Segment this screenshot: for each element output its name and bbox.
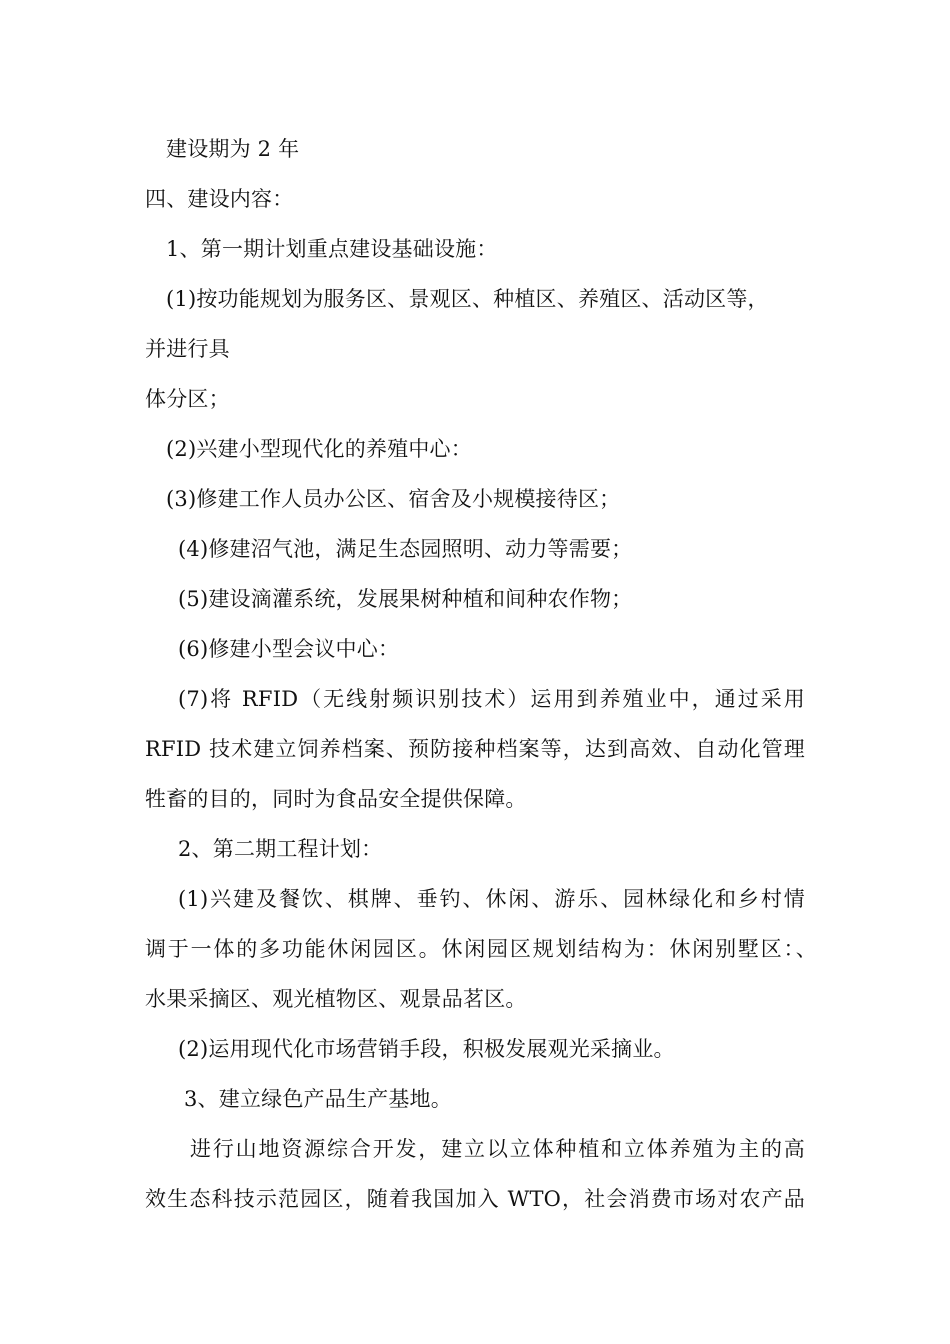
- text-line-item-7-cont-b: 牲畜的目的，同时为食品安全提供保障。: [145, 787, 527, 811]
- section-heading-construction-content: 四、建设内容：: [145, 187, 294, 211]
- text-line-resource-development: 进行山地资源综合开发，建立以立体种植和立体养殖为主的高: [190, 1137, 805, 1161]
- text-line-resource-development-cont: 效生态科技示范园区，随着我国加入 WTO，社会消费市场对农产品: [145, 1187, 805, 1211]
- text-line-item-3: (3)修建工作人员办公区、宿舍及小规模接待区；: [166, 487, 621, 511]
- text-line-phase-two-item-1: (1)兴建及餐饮、棋牌、垂钓、休闲、游乐、园林绿化和乡村情: [178, 887, 805, 911]
- subheading-green-production-base: 3、建立绿色产品生产基地。: [184, 1087, 452, 1111]
- text-line-item-1-cont-b: 体分区；: [145, 387, 230, 411]
- text-line-phase-two-item-1-cont-b: 水果采摘区、观光植物区、观景品茗区。: [145, 987, 527, 1011]
- text-line-phase-two-item-2: (2)运用现代化市场营销手段，积极发展观光采摘业。: [178, 1037, 675, 1061]
- text-line-item-1-cont-a: 并进行具: [145, 337, 230, 361]
- text-line-item-1: (1)按功能规划为服务区、景观区、种植区、养殖区、活动区等，: [166, 287, 769, 311]
- text-line-construction-period: 建设期为 2 年: [166, 137, 300, 161]
- text-line-item-5: (5)建设滴灌系统，发展果树种植和间种农作物；: [178, 587, 633, 611]
- text-line-phase-two-item-1-cont-a: 调于一体的多功能休闲园区。休闲园区规划结构为：休闲别墅区：、: [145, 937, 817, 961]
- text-line-item-7: (7)将 RFID（无线射频识别技术）运用到养殖业中，通过采用: [178, 687, 805, 711]
- text-line-item-2: (2)兴建小型现代化的养殖中心：: [166, 437, 472, 461]
- text-line-item-4: (4)修建沼气池，满足生态园照明、动力等需要；: [178, 537, 633, 561]
- text-line-item-7-cont-a: RFID 技术建立饲养档案、预防接种档案等，达到高效、自动化管理: [145, 737, 805, 761]
- subheading-phase-two: 2、第二期工程计划：: [178, 837, 383, 861]
- text-line-item-6: (6)修建小型会议中心：: [178, 637, 400, 661]
- subheading-phase-one: 1、第一期计划重点建设基础设施：: [166, 237, 498, 261]
